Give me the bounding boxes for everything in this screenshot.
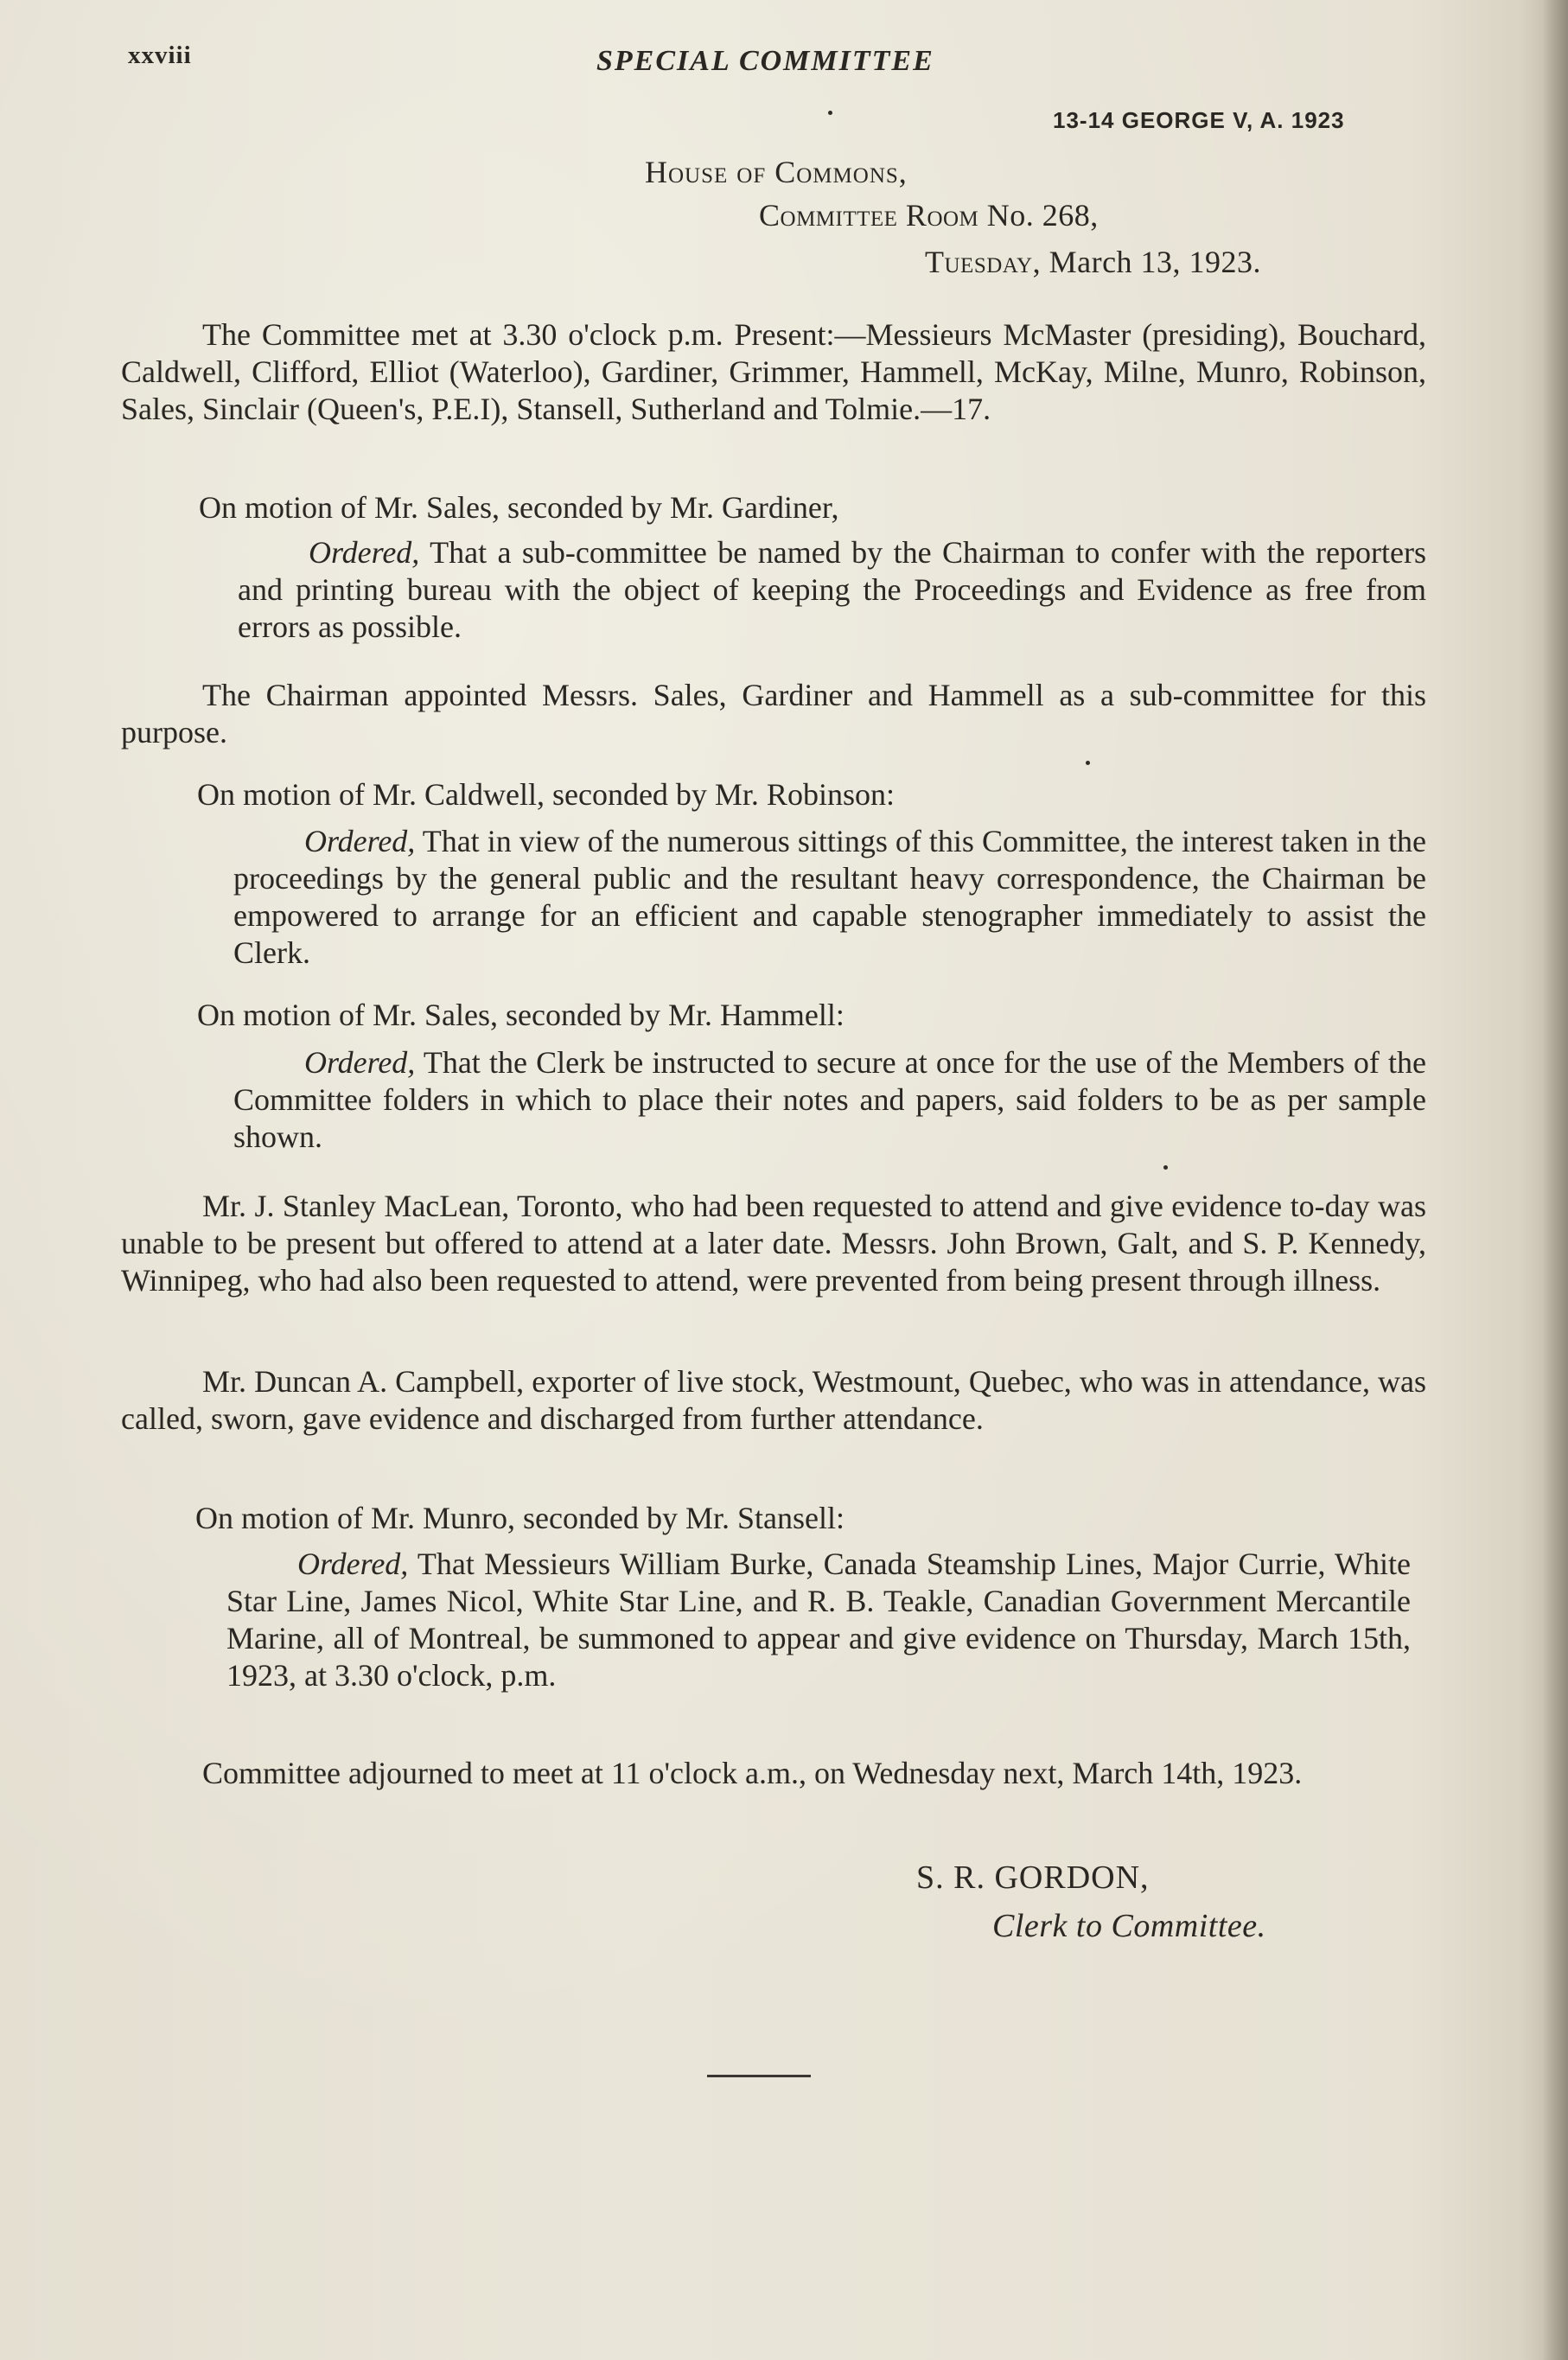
motion-1: On motion of Mr. Sales, seconded by Mr. Gardiner, xyxy=(199,490,839,525)
order-2-text: That in view of the numerous sittings of this Committee, the interest taken in the proceedings by the general public and the resultant heavy correspondence, the Chairman be empowered to arrange for an efficient and capable stenographer immediately to assist the Clerk. xyxy=(233,824,1426,970)
book-spine-shadow xyxy=(1542,0,1568,2360)
location-room xyxy=(759,197,1099,233)
order-2-label: Ordered, xyxy=(304,824,416,858)
order-3 xyxy=(233,1044,1426,1156)
closing-rule xyxy=(707,2075,811,2077)
order-1-text: That a sub-committee be named by the Chairman to confer with the reporters and printing bureau with the object of keeping the Proceedings and Evidence as free from errors as possible. xyxy=(238,535,1426,644)
location-house: House of Commons, xyxy=(645,155,908,189)
meeting-day: March 13, 1923. xyxy=(1041,245,1262,279)
clerk-name: S. R. GORDON, xyxy=(916,1859,1150,1896)
print-speck xyxy=(1163,1165,1168,1170)
order-1-label: Ordered, xyxy=(309,535,420,570)
clerk-title: Clerk to Committee. xyxy=(992,1908,1266,1944)
location-room-number: No. 268, xyxy=(978,198,1099,233)
session-header: 13-14 GEORGE V, A. 1923 xyxy=(1053,107,1345,133)
meeting-date xyxy=(925,244,1261,280)
adjournment-paragraph: Committee adjourned to meet at 11 o'clock a.m., on Wednesday next, March 14th, 1923. xyxy=(202,1756,1303,1790)
campbell-paragraph: Mr. Duncan A. Campbell, exporter of live stock, Westmount, Quebec, who was in attendance, was called, sworn, gave evidence and discharged from further attendance. xyxy=(121,1364,1426,1436)
witness-paragraph: Mr. J. Stanley MacLean, Toronto, who had been requested to attend and give evidence to-day was unable to be present but offered to attend at a later date. Messrs. John Brown, Galt, and S. P. Kennedy, Winnipeg, who had also been requested to attend, were prevented from being present through illness. xyxy=(121,1189,1426,1298)
attendance-paragraph: The Committee met at 3.30 o'clock p.m. Present:—Messieurs McMaster (presiding), Bouchard, Caldwell, Clifford, Elliot (Waterloo), Gardiner, Grimmer, Hammell, McKay, Milne, Munro, Robinson, Sales, Sinclair (Queen's, P.E.I), Stansell, Sutherland and Tolmie.—17. xyxy=(121,317,1426,426)
subcommittee-paragraph: The Chairman appointed Messrs. Sales, Gardiner and Hammell as a sub-committee for this purpose. xyxy=(121,678,1426,749)
order-2 xyxy=(233,823,1426,972)
page-folio: xxviii xyxy=(128,41,192,69)
order-4-text: That Messieurs William Burke, Canada Steamship Lines, Major Currie, White Star Line, James Nicol, White Star Line, and R. B. Teakle, Canadian Government Mercantile Marine, all of Montreal, be summoned to appear and give evidence on Thursday, March 15th, 1923, at 3.30 o'clock, p.m. xyxy=(226,1547,1411,1693)
motion-4: On motion of Mr. Munro, seconded by Mr. Stansell: xyxy=(195,1501,845,1535)
running-head: SPECIAL COMMITTEE xyxy=(596,45,934,77)
order-3-text: That the Clerk be instructed to secure at once for the use of the Members of the Committee folders in which to place their notes and papers, said folders to be as per sample shown. xyxy=(233,1045,1426,1154)
print-speck xyxy=(1086,761,1090,765)
order-1 xyxy=(238,534,1426,646)
motion-2: On motion of Mr. Caldwell, seconded by Mr. Robinson: xyxy=(197,777,895,812)
order-3-label: Ordered, xyxy=(304,1045,416,1080)
print-speck xyxy=(828,111,832,115)
order-4-label: Ordered, xyxy=(297,1547,409,1581)
meeting-weekday: Tuesday, xyxy=(925,245,1042,279)
order-4 xyxy=(226,1546,1411,1694)
motion-3: On motion of Mr. Sales, seconded by Mr. Hammell: xyxy=(197,998,845,1032)
location-room-label: Committee Room xyxy=(759,198,979,233)
